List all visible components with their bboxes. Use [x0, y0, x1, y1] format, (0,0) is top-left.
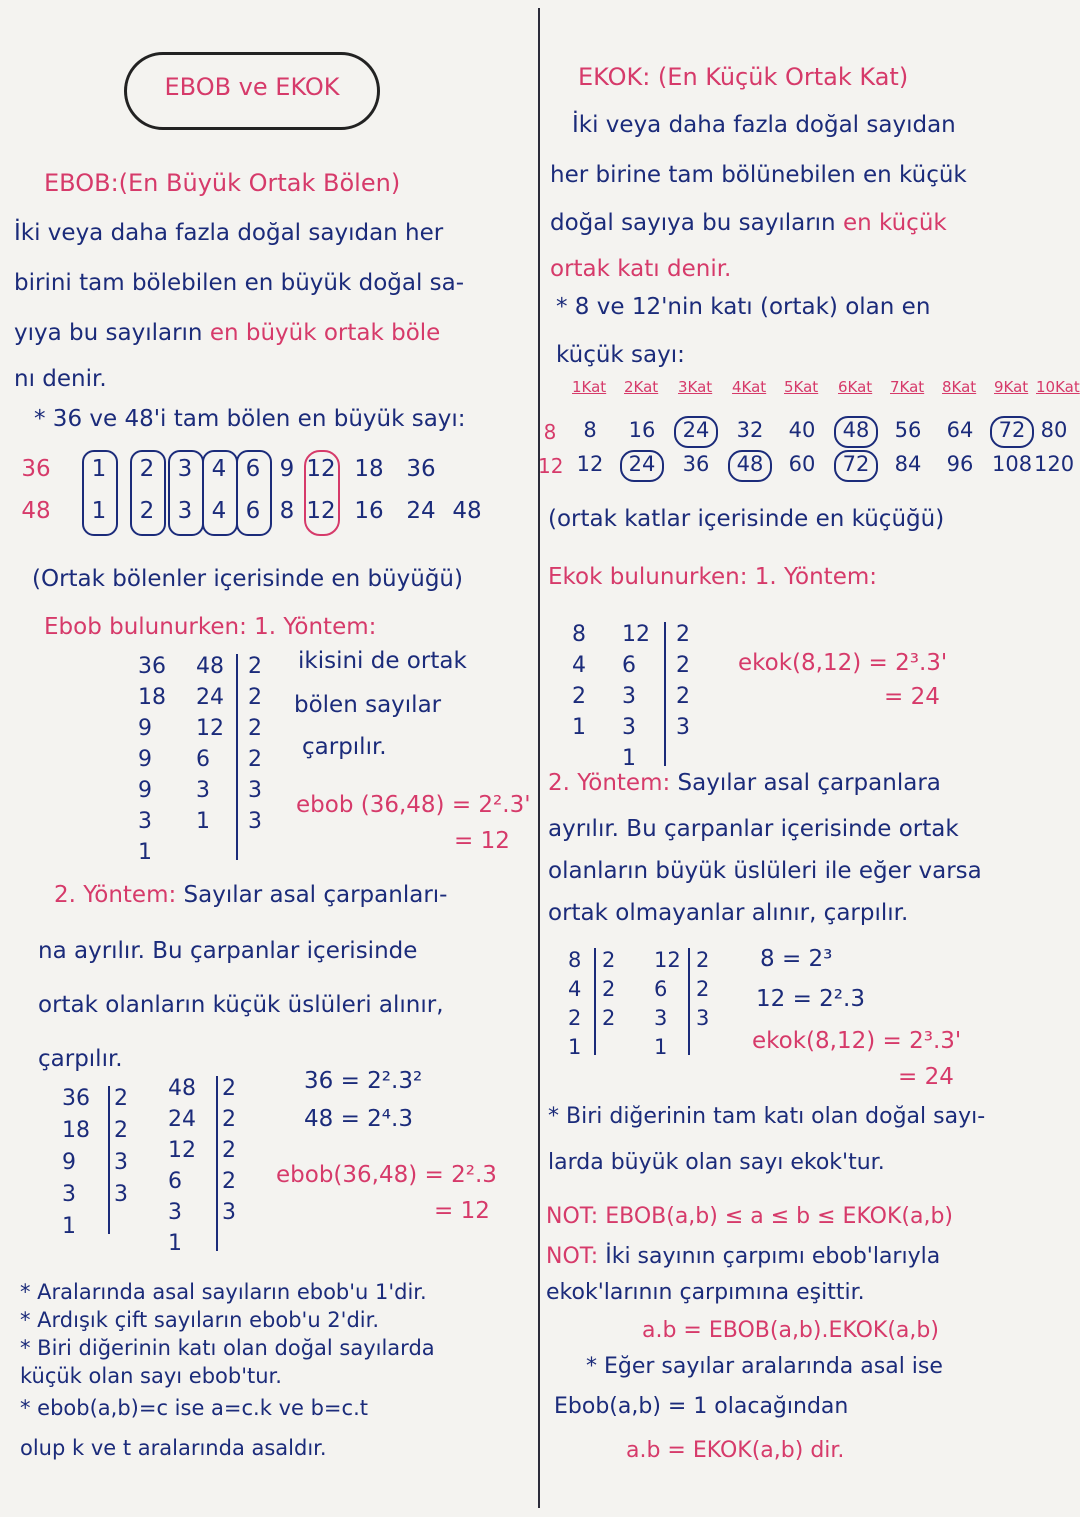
ekok-def-line-1: İki veya daha fazla doğal sayıdan: [572, 112, 956, 138]
divisor-36-0: 36: [21, 456, 51, 482]
ebobtab1-bar: [236, 654, 238, 860]
fact12-r0-c0: 12: [654, 948, 681, 972]
divisor-48-0: 48: [21, 498, 51, 524]
mult12-4: 60: [788, 452, 816, 476]
ebobtab1-r5-c0: 3: [138, 809, 152, 834]
ekoktab1-r3-c1: 3: [622, 715, 636, 740]
mult12-3: 48: [736, 452, 764, 476]
ekok-method-2-label: 2. Yöntem:: [548, 770, 671, 796]
ekok-def-line-4: ortak katı denir.: [550, 256, 732, 282]
fact8-r2-c0: 2: [568, 1006, 582, 1030]
fact48-r1-c0: 24: [168, 1107, 196, 1132]
ekok-not-2: [546, 1242, 940, 1272]
kat-head-3: 4Kat: [732, 378, 767, 396]
fact8-r0-c1: 2: [602, 948, 616, 972]
fact48-r2-c0: 12: [168, 1138, 196, 1163]
divisor-48-5: 6: [245, 498, 261, 524]
mult8-2: 24: [682, 418, 710, 442]
ebob-example: * 36 ve 48'i tam bölen en büyük sayı:: [34, 406, 466, 432]
ebobtab1-r1-c1: 24: [196, 685, 224, 710]
fact8-r1-c1: 2: [602, 977, 616, 1001]
common-multiple-ring-3: [620, 450, 664, 482]
mult8-5: 48: [842, 418, 870, 442]
ebob-m1-note-1: ikisini de ortak: [298, 648, 467, 674]
mult8-9: 80: [1040, 418, 1068, 442]
factor-table-48: [168, 1076, 248, 1266]
kat-head-8: 9Kat: [994, 378, 1029, 396]
common-multiple-ring-4: [728, 450, 772, 482]
ekok-method-2: [548, 768, 941, 798]
ebob-def-line-1: İki veya daha fazla doğal sayıdan her: [14, 220, 444, 246]
kat-head-5: 6Kat: [838, 378, 873, 396]
ebobtab1-r1-c0: 18: [138, 685, 166, 710]
ebobtab1-r5-c1: 1: [196, 809, 210, 834]
page-title: EBOB ve EKOK: [164, 73, 340, 101]
fact12-r0-c1: 2: [696, 948, 710, 972]
common-divisor-ring-4: [236, 450, 272, 536]
mult8-1: 16: [628, 418, 656, 442]
mult12-1: 24: [628, 452, 656, 476]
ekoktab1-r3-c0: 1: [572, 715, 586, 740]
fact12-r2-c0: 3: [654, 1006, 668, 1030]
kat-head-4: 5Kat: [784, 378, 819, 396]
final-formula: a.b = EKOK(a,b) dir.: [626, 1438, 845, 1463]
ebob-method-2-line-1: Sayılar asal çarpanları-: [183, 882, 448, 908]
ebob-def-line-3: [14, 318, 440, 348]
not-2-line-1: İki sayının çarpımı ebob'larıyla: [605, 1244, 941, 1269]
divisor-grid: [18, 456, 518, 546]
ebob-m2-eq-1: 36 = 2².3²: [304, 1068, 423, 1094]
fact8-bar: [594, 948, 596, 1055]
mult12-8: 108: [992, 452, 1033, 476]
fact36-r0-c0: 36: [62, 1086, 90, 1111]
ebobtab1-r6-c0: 1: [138, 840, 152, 865]
ekoktab1-r2-c2: 2: [676, 684, 690, 709]
ekok-def-line-3-text: doğal sayıya bu sayıların: [550, 210, 836, 236]
ebob-note-6: olup k ve t aralarında asaldır.: [20, 1436, 327, 1460]
mult12-0: 12: [576, 452, 604, 476]
divisor-48-10: 48: [452, 498, 482, 524]
fact48-r2-c1: 2: [222, 1138, 236, 1163]
ebobtab1-r3-c0: 9: [138, 747, 152, 772]
not-2-line-2: ekok'larının çarpımına eşittir.: [546, 1280, 865, 1305]
ebob-note-3: * Biri diğerinin katı olan doğal sayılarda: [20, 1336, 435, 1360]
common-multiple-ring-1: [834, 416, 878, 448]
ekok-method-1: Ekok bulunurken: 1. Yöntem:: [548, 564, 877, 590]
fact36-r4-c0: 1: [62, 1214, 76, 1239]
fact48-r4-c1: 3: [222, 1200, 236, 1225]
divisor-48-3: 3: [177, 498, 193, 524]
factor-table-8: [564, 948, 644, 1068]
not-label-1: NOT:: [546, 1204, 599, 1229]
mult12-7: 96: [946, 452, 974, 476]
kat-head-1: 2Kat: [624, 378, 659, 396]
fact36-r2-c1: 3: [114, 1150, 128, 1175]
final-line-2: Ebob(a,b) = 1 olacağından: [554, 1394, 849, 1419]
not-1-text: EBOB(a,b) ≤ a ≤ b ≤ EKOK(a,b): [605, 1204, 954, 1229]
ekok-def-pink: en küçük: [842, 210, 947, 236]
ebob-common-note: (Ortak bölenler içerisinde en büyüğü): [32, 566, 463, 592]
ebob-division-table: [124, 654, 284, 874]
ekok-m1-result: ekok(8,12) = 2³.3': [738, 650, 948, 676]
divisor-36-5: 6: [245, 456, 261, 482]
ekok-m1-value: = 24: [884, 684, 940, 710]
fact36-r2-c0: 9: [62, 1150, 76, 1175]
ekok-method-2-line-3: olanların büyük üslüleri ile eğer varsa: [548, 858, 982, 884]
ekok-not-1: [546, 1202, 953, 1232]
ekoktab1-r0-c0: 8: [572, 622, 586, 647]
title-cloud: [124, 52, 380, 130]
ebob-method-1: Ebob bulunurken: 1. Yöntem:: [44, 614, 377, 640]
divisor-36-2: 2: [139, 456, 155, 482]
fact36-r3-c0: 3: [62, 1182, 76, 1207]
ebob-method-2-line-4: çarpılır.: [38, 1046, 123, 1072]
ebob-note-4: küçük olan sayı ebob'tur.: [20, 1364, 282, 1388]
fact8-r2-c1: 2: [602, 1006, 616, 1030]
ekok-method-2-line-4: ortak olmayanlar alınır, çarpılır.: [548, 900, 909, 926]
divisor-48-2: 2: [139, 498, 155, 524]
ekok-tip-line-1: * Biri diğerinin tam katı olan doğal sayı-: [548, 1104, 986, 1129]
divisor-36-3: 3: [177, 456, 193, 482]
mult8-3: 32: [736, 418, 764, 442]
ebob-method-2-line-2: na ayrılır. Bu çarpanlar içerisinde: [38, 938, 418, 964]
ebob-method-2-label: 2. Yöntem:: [54, 882, 177, 908]
kat-head-2: 3Kat: [678, 378, 713, 396]
fact8-r1-c0: 4: [568, 977, 582, 1001]
ekok-m2-eq-2: 12 = 2².3: [756, 986, 865, 1012]
ekok-m2-result: ekok(8,12) = 2³.3': [752, 1028, 962, 1054]
mult12-2: 36: [682, 452, 710, 476]
fact12-r2-c1: 3: [696, 1006, 710, 1030]
ebob-def-pink: en büyük ortak böle: [209, 320, 441, 346]
ekok-def-line-2: her birine tam bölünebilen en küçük: [550, 162, 967, 188]
divisor-48-6: 8: [279, 498, 295, 524]
fact36-r1-c0: 18: [62, 1118, 90, 1143]
ebob-note-1: * Aralarında asal sayıların ebob'u 1'dir.: [20, 1280, 427, 1304]
common-multiple-ring-2: [990, 416, 1034, 448]
ebob-note-2: * Ardışık çift sayıların ebob'u 2'dir.: [20, 1308, 379, 1332]
ekok-method-2-line-1: Sayılar asal çarpanlara: [677, 770, 941, 796]
ebob-m2-eq-2: 48 = 2⁴.3: [304, 1106, 413, 1132]
fact48-r0-c1: 2: [222, 1076, 236, 1101]
fact12-bar: [688, 948, 690, 1055]
ekok-m2-eq-1: 8 = 2³: [760, 946, 833, 972]
ebobtab1-r1-c2: 2: [248, 685, 262, 710]
mult12-6: 84: [894, 452, 922, 476]
ebobtab1-r3-c2: 2: [248, 747, 262, 772]
ebobtab1-r5-c2: 3: [248, 809, 262, 834]
ebob-m1-result: ebob (36,48) = 2².3': [296, 792, 531, 818]
ebobtab1-r0-c1: 48: [196, 654, 224, 679]
fact48-r0-c0: 48: [168, 1076, 196, 1101]
ebob-note-5: * ebob(a,b)=c ise a=c.k ve b=c.t: [20, 1396, 368, 1420]
ekoktab1-r1-c1: 6: [622, 653, 636, 678]
ekok-division-table: [568, 622, 728, 772]
mult12-9: 120: [1034, 452, 1075, 476]
divisor-48-4: 4: [211, 498, 227, 524]
ekok-m2-value: = 24: [898, 1064, 954, 1090]
ekok-formula: a.b = EBOB(a,b).EKOK(a,b): [642, 1318, 939, 1343]
ebob-def-line-3-text: yıya bu sayıların: [14, 320, 203, 346]
ebob-def-line-2: birini tam bölebilen en büyük doğal sa-: [14, 270, 465, 296]
mult8-0: 8: [583, 418, 597, 442]
ebobtab1-r4-c2: 3: [248, 778, 262, 803]
common-divisor-ring-2: [168, 450, 204, 536]
ekok-example-2: küçük sayı:: [556, 342, 685, 368]
ebobtab1-r0-c0: 36: [138, 654, 166, 679]
fact12-r3-c0: 1: [654, 1035, 668, 1059]
fact48-r5-c0: 1: [168, 1231, 182, 1256]
ekoktab1-r2-c0: 2: [572, 684, 586, 709]
mult12-label: 12: [538, 454, 564, 478]
ebob-m1-note-3: çarpılır.: [302, 734, 387, 760]
ekok-tip-line-2: larda büyük olan sayı ekok'tur.: [548, 1150, 885, 1175]
ekoktab1-bar: [664, 622, 666, 766]
mult8-7: 64: [946, 418, 974, 442]
mult8-label: 8: [543, 420, 557, 444]
final-line-1: * Eğer sayılar aralarında asal ise: [586, 1354, 943, 1379]
common-divisor-ring-1: [130, 450, 166, 536]
kat-head-0: 1Kat: [572, 378, 607, 396]
divisor-48-7: 12: [306, 498, 336, 524]
mult8-6: 56: [894, 418, 922, 442]
fact36-r1-c1: 2: [114, 1118, 128, 1143]
ebobtab1-r2-c1: 12: [196, 716, 224, 741]
ebobtab1-r4-c1: 3: [196, 778, 210, 803]
ebobtab1-r2-c2: 2: [248, 716, 262, 741]
multiples-grid: [538, 378, 1080, 488]
ebobtab1-r2-c0: 9: [138, 716, 152, 741]
ekok-common-note: (ortak katlar içerisinde en küçüğü): [548, 506, 945, 532]
fact48-r1-c1: 2: [222, 1107, 236, 1132]
fact36-r3-c1: 3: [114, 1182, 128, 1207]
divisor-48-9: 24: [406, 498, 436, 524]
common-divisor-ring-3: [202, 450, 238, 536]
mult12-5: 72: [842, 452, 870, 476]
divisor-36-6: 9: [279, 456, 295, 482]
fact8-r0-c0: 8: [568, 948, 582, 972]
ekoktab1-r1-c0: 4: [572, 653, 586, 678]
ebob-m1-value: = 12: [454, 828, 510, 854]
ebobtab1-r4-c0: 9: [138, 778, 152, 803]
ekoktab1-r0-c2: 2: [676, 622, 690, 647]
fact48-r3-c0: 6: [168, 1169, 182, 1194]
common-multiple-ring-5: [834, 450, 878, 482]
divisor-36-9: 36: [406, 456, 436, 482]
fact48-r3-c1: 2: [222, 1169, 236, 1194]
kat-head-7: 8Kat: [942, 378, 977, 396]
common-divisor-ring-0: [82, 450, 118, 536]
divisor-36-4: 4: [211, 456, 227, 482]
kat-head-6: 7Kat: [890, 378, 925, 396]
fact12-r1-c0: 6: [654, 977, 668, 1001]
ekok-example-1: * 8 ve 12'nin katı (ortak) olan en: [556, 294, 931, 320]
common-divisor-ring-5: [304, 450, 340, 536]
ebob-def-line-4: nı denir.: [14, 366, 107, 392]
ebobtab1-r3-c1: 6: [196, 747, 210, 772]
kat-head-9: 10Kat: [1036, 378, 1080, 396]
divisor-48-1: 1: [91, 498, 107, 524]
not-label-2: NOT:: [546, 1244, 599, 1269]
fact48-bar: [216, 1076, 218, 1251]
ekoktab1-r4-c1: 1: [622, 746, 636, 771]
ekok-def-line-3: [550, 208, 947, 238]
ekoktab1-r1-c2: 2: [676, 653, 690, 678]
ebob-method-2-line-3: ortak olanların küçük üslüleri alınır,: [38, 992, 444, 1018]
fact48-r4-c0: 3: [168, 1200, 182, 1225]
ebob-notes: [20, 1278, 435, 1462]
common-multiple-ring-0: [674, 416, 718, 448]
fact36-r0-c1: 2: [114, 1086, 128, 1111]
ebob-method-2: [54, 880, 447, 910]
divisor-36-8: 18: [354, 456, 384, 482]
factor-table-36: [58, 1086, 138, 1256]
ebob-m1-note-2: bölen sayılar: [294, 692, 442, 718]
ebob-heading: EBOB:(En Büyük Ortak Bölen): [44, 169, 401, 197]
fact8-r3-c0: 1: [568, 1035, 582, 1059]
ekoktab1-r0-c1: 12: [622, 622, 650, 647]
divisor-36-1: 1: [91, 456, 107, 482]
ebobtab1-r0-c2: 2: [248, 654, 262, 679]
factor-table-12: [654, 948, 734, 1068]
divisor-36-7: 12: [306, 456, 336, 482]
ekoktab1-r3-c2: 3: [676, 715, 690, 740]
fact12-r1-c1: 2: [696, 977, 710, 1001]
ekoktab1-r2-c1: 3: [622, 684, 636, 709]
mult8-8: 72: [998, 418, 1026, 442]
column-divider: [538, 8, 540, 1508]
ekok-method-2-line-2: ayrılır. Bu çarpanlar içerisinde ortak: [548, 816, 959, 842]
fact36-bar: [108, 1086, 110, 1234]
ebob-m2-result: ebob(36,48) = 2².3: [276, 1162, 497, 1188]
ekok-heading: EKOK: (En Küçük Ortak Kat): [578, 63, 909, 91]
divisor-48-8: 16: [354, 498, 384, 524]
ebob-m2-value: = 12: [434, 1198, 490, 1224]
mult8-4: 40: [788, 418, 816, 442]
